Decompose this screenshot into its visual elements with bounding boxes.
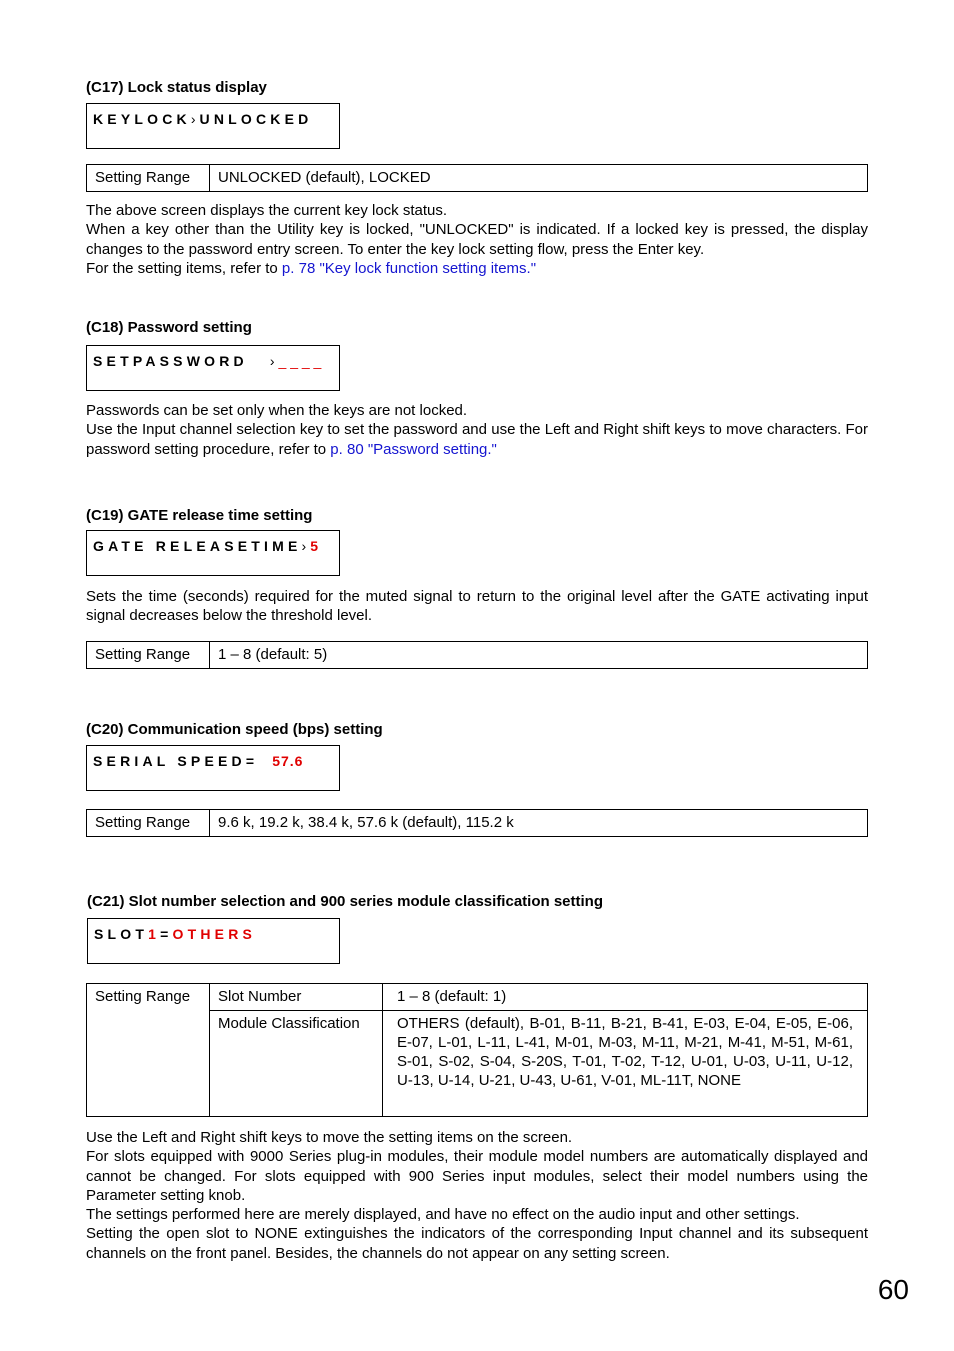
c21-range-label: Setting Range [87, 984, 210, 1117]
c20-range-value: 9.6 k, 19.2 k, 38.4 k, 57.6 k (default), 115.2 k [210, 810, 868, 837]
c17-para-3 [86, 259, 868, 278]
c17-lcd-display [86, 103, 340, 149]
c21-lcd-equals: = [160, 926, 173, 942]
c20-lcd-left: SERIAL SPEED= [93, 753, 259, 769]
c17-description [86, 201, 868, 278]
c21-heading: (C21) Slot number selection and 900 series module classification setting [87, 893, 603, 910]
c21-para-2: For slots equipped with 9000 Series plug-in modules, their module model numbers are automatically displayed and cannot be changed. For slots equipped with 900 Series input modules, select their model numbers using the Parameter setting knob. [86, 1148, 868, 1204]
c20-lcd-display [86, 745, 340, 791]
c21-slot-value: 1 – 8 (default: 1) [383, 984, 868, 1011]
c21-lcd-left: SLOT [94, 926, 149, 942]
c17-range-label: Setting Range [87, 165, 210, 192]
c21-lcd-slot-number: 1 [148, 926, 161, 942]
c17-para-2: When a key other than the Utility key is locked, "UNLOCKED" is indicated. If a locked key is pressed, the display changes to the password entry screen. To enter the key lock setting flow, press the Enter key. [86, 221, 868, 258]
c18-lcd-right: _ _ _ _ [278, 353, 322, 369]
c17-para-3-text: For the setting items, refer to [86, 259, 282, 277]
c18-ref-link[interactable]: p. 80 "Password setting." [330, 440, 497, 458]
c21-row-slot [87, 984, 868, 1011]
c17-range-value: UNLOCKED (default), LOCKED [210, 165, 868, 192]
c21-description [86, 1128, 868, 1263]
c19-lcd-left: GATE RELEASETIME [93, 538, 302, 554]
c17-lcd-left: KEYLOCK [93, 111, 191, 127]
c17-heading: (C17) Lock status display [86, 79, 267, 96]
c21-range-table [86, 983, 868, 1117]
c21-module-value: OTHERS (default), B-01, B-11, B-21, B-41, E-03, E-04, E-05, E-06, E-07, L-01, L-11, L-41, M-01, M-03, M-11, M-21, M-41, M-51, M-61, S-01, S-02, S-04, S-20S, T-01, T-02, T-12, U-01, U-03, U-11, U-12, U-13, U-14, U-21, U-43, U-61, V-01, ML-11T, NONE [383, 1011, 868, 1117]
arrow-right-icon: › [269, 353, 275, 369]
c20-heading: (C20) Communication speed (bps) setting [86, 721, 383, 738]
c21-lcd-display [87, 918, 340, 964]
c18-lcd-left: SETPASSWORD [93, 353, 248, 369]
c19-range-label: Setting Range [87, 642, 210, 669]
c21-slot-label: Slot Number [210, 984, 383, 1011]
c18-para-1: Passwords can be set only when the keys are not locked. [86, 402, 468, 419]
c19-para-1: Sets the time (seconds) required for the muted signal to return to the original level after the GATE activating input signal decreases below the threshold level. [86, 588, 868, 625]
c18-para-2-text: Use the Input channel selection key to set the password and use the Left and Right shift keys to move characters. For password setting procedure, refer to [86, 421, 868, 458]
c21-para-3: The settings performed here are merely displayed, and have no effect on the audio input and other settings. [86, 1206, 800, 1224]
c19-heading: (C19) GATE release time setting [86, 507, 313, 524]
arrow-right-icon: › [301, 538, 307, 554]
arrow-right-icon: › [190, 111, 196, 127]
c17-lcd-right: UNLOCKED [199, 111, 313, 127]
c19-range-table [86, 641, 868, 669]
page-number: 60 [877, 1274, 909, 1305]
c20-lcd-right: 57.6 [272, 753, 304, 769]
c21-para-1: Use the Left and Right shift keys to move the setting items on the screen. [86, 1129, 573, 1146]
c20-range-label: Setting Range [87, 810, 210, 837]
c18-para-2 [86, 420, 868, 459]
c19-range-value: 1 – 8 (default: 5) [210, 642, 868, 669]
c17-range-table [86, 164, 868, 192]
c19-lcd-display [86, 530, 340, 576]
c20-range-table [86, 809, 868, 837]
c18-description [86, 401, 868, 459]
c21-para-4: Setting the open slot to NONE extinguishes the indicators of the corresponding Input channel and its subsequent channels on the front panel. Besides, the channels do not appear on any setting screen. [86, 1225, 868, 1262]
c21-module-label: Module Classification [210, 1011, 383, 1117]
c21-lcd-right: OTHERS [172, 926, 257, 942]
c18-heading: (C18) Password setting [86, 319, 252, 336]
c19-description [86, 587, 868, 626]
c17-para-1: The above screen displays the current key lock status. [86, 202, 448, 219]
c17-ref-link[interactable]: p. 78 "Key lock function setting items." [281, 259, 537, 277]
c18-lcd-display [86, 345, 340, 391]
c19-lcd-right: 5 [310, 538, 323, 554]
